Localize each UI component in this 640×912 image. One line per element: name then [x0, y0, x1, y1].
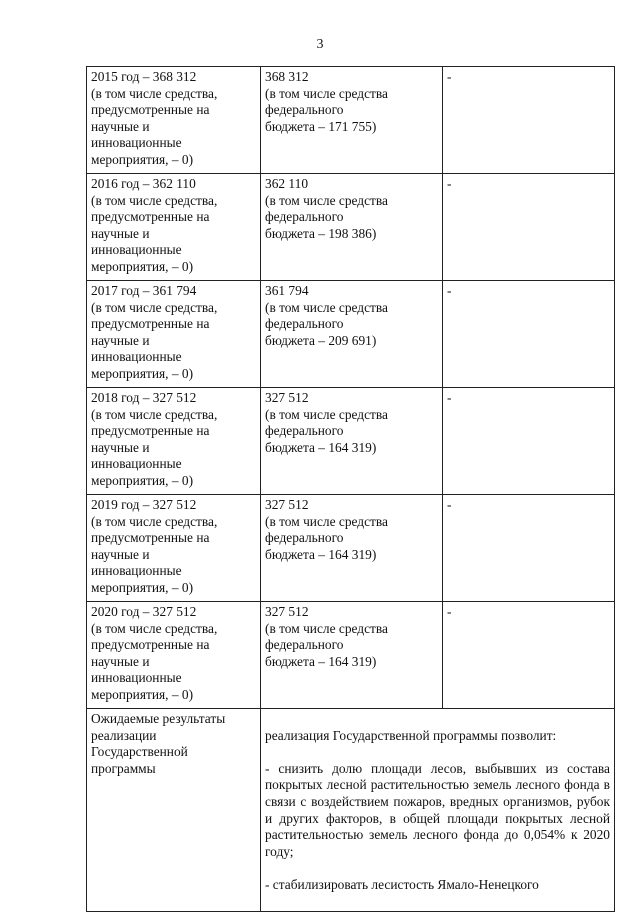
- budget-cell: 327 512 (в том числе средства федерального бюджета – 164 319): [261, 602, 443, 709]
- expected-results-label: Ожидаемые результаты реализации Государственной программы: [87, 709, 261, 912]
- budget-cell: 361 794 (в том числе средства федерального бюджета – 209 691): [261, 281, 443, 388]
- results-line: - снизить долю площади лесов, выбывших из состава покрытых лесной растительностью земель лесного фонда в связи с воздействием пожаров, вредных организмов, рубок и других факторов, в общей площади покрытых лесной растительностью земель лесного фонда до 0,054% к 2020 году;: [265, 760, 610, 859]
- budget-cell: 368 312 (в том числе средства федерального бюджета – 171 755): [261, 67, 443, 174]
- results-line: - стабилизировать лесистость Ямало-Ненецкого: [265, 876, 539, 892]
- year-total-cell: 2019 год – 327 512 (в том числе средства, предусмотренные на научные и инновационные мероприятия, – 0): [87, 495, 261, 602]
- expected-results-row: [87, 709, 615, 912]
- budget-cell: 362 110 (в том числе средства федерального бюджета – 198 386): [261, 174, 443, 281]
- table-row: [87, 174, 615, 281]
- other-sources-cell: -: [443, 67, 615, 174]
- other-sources-cell: -: [443, 281, 615, 388]
- year-total-cell: 2020 год – 327 512 (в том числе средства, предусмотренные на научные и инновационные мероприятия, – 0): [87, 602, 261, 709]
- table-row: [87, 602, 615, 709]
- other-sources-cell: -: [443, 495, 615, 602]
- year-total-cell: 2018 год – 327 512 (в том числе средства, предусмотренные на научные и инновационные мероприятия, – 0): [87, 388, 261, 495]
- expected-results-text: [261, 709, 615, 912]
- year-total-cell: 2015 год – 368 312 (в том числе средства, предусмотренные на научные и инновационные мероприятия, – 0): [87, 67, 261, 174]
- year-total-cell: 2016 год – 362 110 (в том числе средства, предусмотренные на научные и инновационные мероприятия, – 0): [87, 174, 261, 281]
- budget-cell: 327 512 (в том числе средства федерального бюджета – 164 319): [261, 388, 443, 495]
- table-row: [87, 495, 615, 602]
- year-total-cell: 2017 год – 361 794 (в том числе средства, предусмотренные на научные и инновационные мероприятия, – 0): [87, 281, 261, 388]
- table-row: [87, 67, 615, 174]
- table-row: [87, 281, 615, 388]
- table-row: [87, 388, 615, 495]
- other-sources-cell: -: [443, 388, 615, 495]
- program-funding-table: [86, 66, 615, 912]
- page-number: 3: [316, 37, 324, 52]
- other-sources-cell: -: [443, 602, 615, 709]
- other-sources-cell: -: [443, 174, 615, 281]
- budget-cell: 327 512 (в том числе средства федерального бюджета – 164 319): [261, 495, 443, 602]
- results-line: реализация Государственной программы позволит:: [265, 727, 557, 743]
